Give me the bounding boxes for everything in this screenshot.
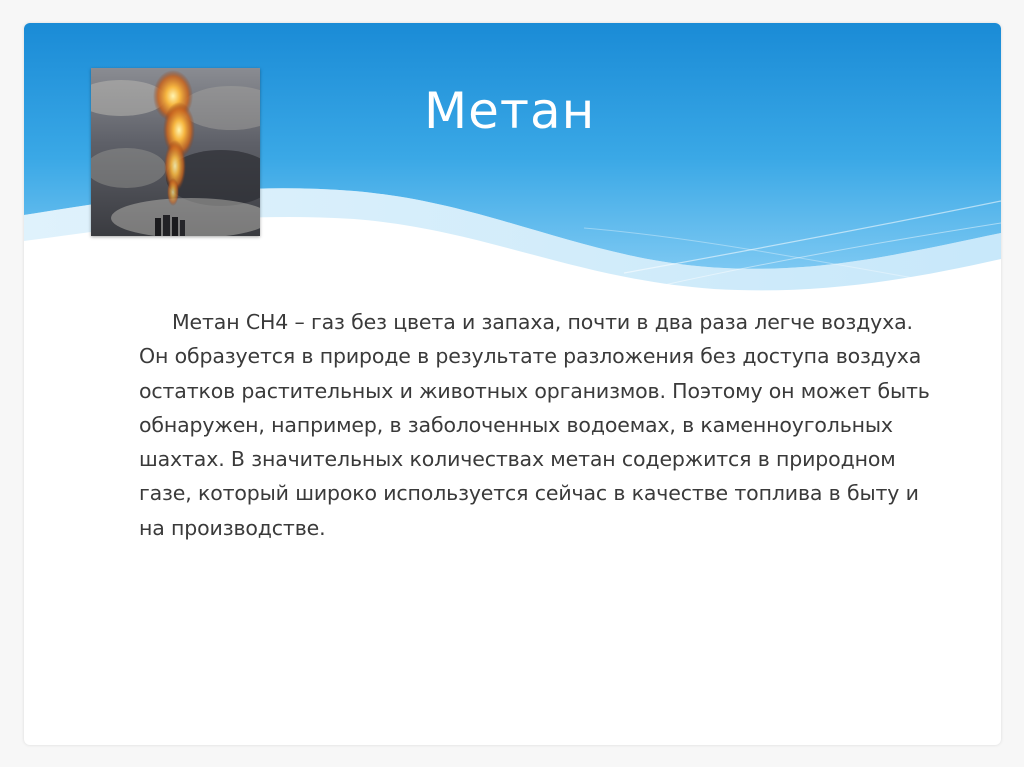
- slide: [24, 23, 1001, 745]
- slide-body-text: Метан CH4 – газ без цвета и запаха, почти в два раза легче воздуха. Он образуется в природе в результате разложения без доступа воздуха остатков растительных и животных организмов. Поэтому он может быть обнаружен, например, в заболоченных водоемах, в каменноугольных шахтах. В значительных количествах метан содержится в природном газе, который широко используется сейчас в качестве топлива в быту и на производстве.: [139, 310, 930, 540]
- slide-title: Метан: [424, 82, 596, 140]
- gas-flare-photo: [91, 68, 260, 236]
